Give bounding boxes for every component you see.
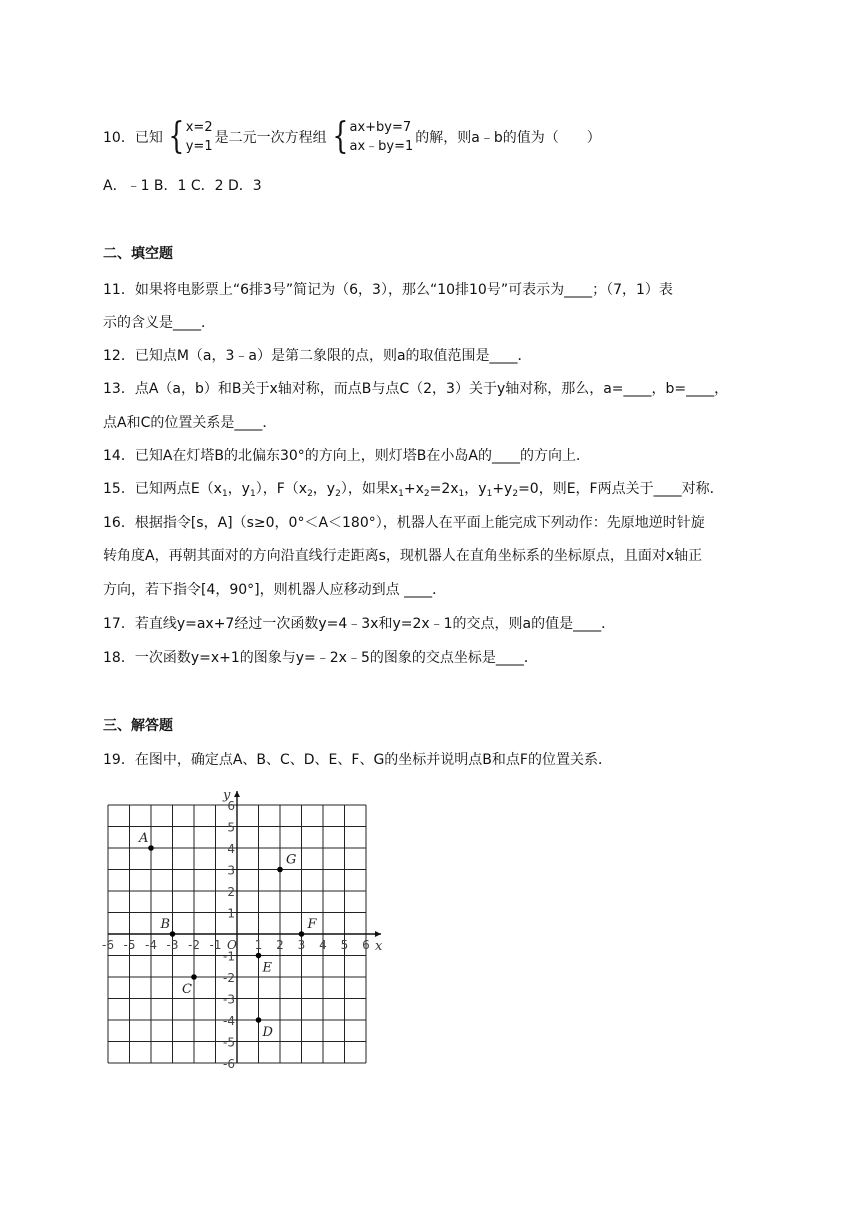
- x-tick-label: 2: [276, 938, 284, 952]
- y-tick-label: -3: [223, 992, 235, 1007]
- point-a: [148, 845, 154, 851]
- x-tick-label: 3: [297, 938, 306, 952]
- question-18: 18．一次函数y=x+1的图象与y=﹣2x﹣5的图象的交点坐标是____．: [103, 650, 538, 666]
- point-label-a: A: [139, 831, 149, 846]
- coordinate-grid-figure: [98, 782, 390, 1070]
- system-2: [329, 117, 414, 157]
- left-brace-icon: {: [168, 116, 185, 157]
- point-label-f: F: [307, 917, 317, 932]
- x-tick-label: -3: [166, 938, 179, 952]
- system-2-eq-1: ax+by=7: [349, 120, 412, 135]
- system-2-eq-2: ax﹣by=1: [349, 139, 414, 154]
- x-tick-label: -5: [123, 938, 136, 952]
- point-f: [299, 931, 305, 937]
- y-tick-label: -4: [223, 1014, 235, 1028]
- question-19: 19．在图中，确定点A、B、C、D、E、F、G的坐标并说明点B和点F的位置关系．: [103, 752, 612, 768]
- x-tick-label: -6: [102, 938, 114, 952]
- q10-suffix: 的解，则a﹣b的值为（ ）: [415, 130, 601, 146]
- x-tick-label: -4: [145, 938, 157, 952]
- section-2-heading: 二、填空题: [103, 246, 173, 262]
- y-tick-label: 4: [227, 842, 235, 856]
- point-label-g: G: [286, 852, 297, 868]
- x-tick-label: 5: [340, 938, 349, 952]
- question-11-line-2: 示的含义是____．: [103, 315, 215, 331]
- question-13-line-2: 点A和C的位置关系是____．: [103, 415, 277, 431]
- y-tick-label: 3: [227, 863, 235, 878]
- x-tick-label: 6: [362, 938, 370, 952]
- point-label-d: D: [262, 1025, 273, 1040]
- point-d: [256, 1017, 262, 1023]
- system-1-eq-1: x=2: [185, 120, 213, 135]
- x-tick-label: -2: [188, 938, 200, 952]
- y-tick-label: -5: [223, 1035, 235, 1050]
- origin-label: O: [227, 938, 237, 952]
- section-3-heading: 三、解答题: [103, 718, 173, 734]
- y-tick-label: 1: [227, 906, 235, 921]
- x-tick-label: 1: [254, 938, 263, 952]
- question-16-line-3: 方向，若下指令[4，90°]，则机器人应移动到点 ____．: [103, 582, 447, 598]
- y-tick-label: -2: [223, 971, 235, 985]
- x-axis-arrow-icon: [375, 931, 381, 937]
- point-label-b: B: [160, 917, 171, 932]
- question-11-line-1: 11．如果将电影票上“6排3号”简记为（6，3），那么“10排10号”可表示为____；（7，1）表: [103, 282, 673, 298]
- question-16-line-1: 16．根据指令[s，A]（s≥0，0°＜A＜180°），机器人在平面上能完成下列动作：先原地逆时针旋: [103, 515, 705, 531]
- y-tick-label: 6: [227, 799, 235, 813]
- left-brace-icon: {: [332, 116, 349, 157]
- question-17: 17．若直线y=ax+7经过一次函数y=4﹣3x和y=2x﹣1的交点，则a的值是____．: [103, 616, 616, 632]
- x-tick-label: 4: [319, 938, 327, 952]
- question-12: 12．已知点M（a，3﹣a）是第二象限的点，则a的取值范围是____．: [103, 348, 532, 364]
- question-13-line-1: 13．点A（a，b）和B关于x轴对称，而点B与点C（2，3）关于y轴对称，那么，a=____，b=____，: [103, 381, 729, 397]
- q10-prefix: 10．已知: [103, 130, 163, 146]
- point-g: [277, 867, 283, 873]
- x-tick-label: -1: [209, 938, 222, 952]
- point-c: [191, 974, 197, 980]
- q10-options: A．﹣1 B．1 C．2 D．3: [103, 178, 262, 194]
- y-axis-label: y: [223, 788, 231, 803]
- question-15: 15．已知两点$E(x_1$，$y_1$），$F(x_2$，$y_2$），如果$x_1+x_2=2x_1$，$y_1+y_2=0$，则E，F两点关于____对称．: [103, 481, 724, 499]
- question-10: [103, 114, 601, 160]
- point-label-c: C: [182, 982, 192, 997]
- x-axis-label: x: [375, 939, 383, 954]
- system-1: [165, 117, 213, 157]
- y-tick-label: -6: [223, 1057, 235, 1070]
- y-tick-label: -1: [223, 949, 235, 964]
- y-tick-label: 2: [227, 885, 235, 899]
- point-b: [170, 931, 176, 937]
- question-14: 14．已知A在灯塔B的北偏东30°的方向上，则灯塔B在小岛A的____的方向上．: [103, 448, 590, 464]
- q10-middle: 是二元一次方程组: [214, 130, 327, 146]
- question-16-line-2: 转角度A，再朝其面对的方向沿直线行走距离s，现机器人在直角坐标系的坐标原点，且面对x轴正: [103, 548, 703, 564]
- y-axis-arrow-icon: [234, 791, 240, 797]
- y-tick-label: 5: [227, 820, 235, 835]
- point-label-e: E: [262, 960, 272, 976]
- point-e: [256, 953, 262, 959]
- system-1-eq-2: y=1: [185, 139, 213, 154]
